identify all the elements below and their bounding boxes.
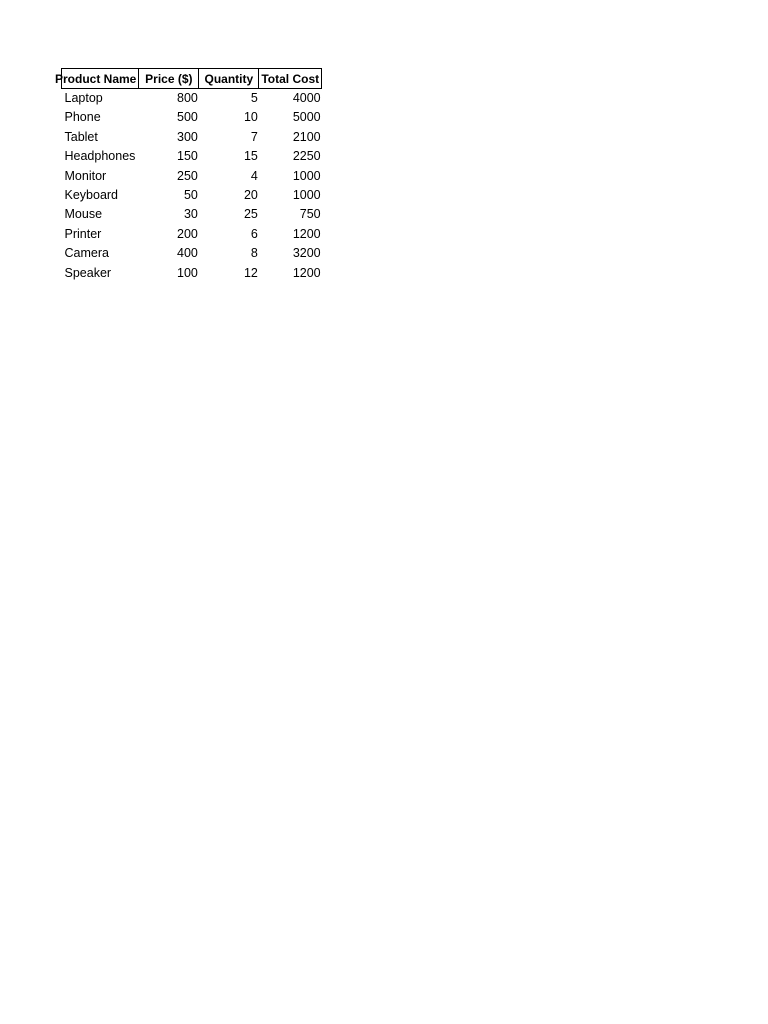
- table-row: [62, 205, 322, 224]
- cell-price[interactable]: 400: [177, 246, 198, 261]
- product-name-text: Laptop: [64, 91, 103, 105]
- cell-quantity[interactable]: 6: [250, 226, 258, 241]
- header-quantity[interactable]: Quantity: [199, 69, 259, 89]
- table-row: [62, 108, 322, 127]
- cell-quantity[interactable]: 15: [243, 149, 258, 164]
- cell-product-name[interactable]: [62, 186, 139, 205]
- cell-product-name[interactable]: [62, 244, 139, 263]
- header-product-name-text: Product Name: [55, 71, 137, 86]
- cell-quantity[interactable]: 8: [250, 246, 258, 261]
- cell-quantity[interactable]: 5: [250, 91, 258, 105]
- table-body: [62, 89, 322, 284]
- cell-price[interactable]: 800: [177, 91, 198, 105]
- product-name-text: Phone: [64, 110, 101, 125]
- table-row: [62, 89, 322, 109]
- cell-total-cost[interactable]: 5000: [292, 110, 321, 125]
- table-row: [62, 244, 322, 263]
- cell-product-name[interactable]: [62, 108, 139, 127]
- cell-total-cost[interactable]: 750: [299, 207, 321, 222]
- cell-price[interactable]: 30: [183, 207, 198, 222]
- header-price[interactable]: Price ($): [139, 69, 199, 89]
- product-name-text: Tablet: [64, 129, 98, 144]
- cell-quantity[interactable]: 4: [250, 168, 258, 183]
- product-name-text: Monitor: [64, 168, 107, 183]
- cell-price[interactable]: 100: [177, 265, 198, 280]
- cell-product-name[interactable]: [62, 147, 139, 166]
- cell-quantity[interactable]: 25: [243, 207, 258, 222]
- cell-price[interactable]: 150: [177, 149, 198, 164]
- spreadsheet-region: [55, 68, 322, 283]
- header-row: [62, 69, 322, 89]
- cell-quantity[interactable]: 10: [243, 110, 258, 125]
- cell-quantity[interactable]: 7: [250, 129, 258, 144]
- product-name-text: Headphones: [64, 149, 136, 164]
- cell-total-cost[interactable]: 3200: [292, 246, 321, 261]
- cell-total-cost[interactable]: 1000: [292, 188, 321, 203]
- cell-quantity[interactable]: 12: [243, 265, 258, 280]
- cell-product-name[interactable]: [62, 264, 139, 283]
- product-name-text: Speaker: [64, 265, 112, 280]
- product-table: [55, 68, 322, 283]
- cell-price[interactable]: 50: [183, 188, 198, 203]
- cell-product-name[interactable]: [62, 205, 139, 224]
- product-name-text: Mouse: [64, 207, 103, 222]
- header-product-name[interactable]: [55, 69, 139, 89]
- product-name-text: Keyboard: [64, 188, 119, 203]
- cell-quantity[interactable]: 20: [243, 188, 258, 203]
- product-name-text: Printer: [64, 226, 102, 241]
- table-row: [62, 225, 322, 244]
- cell-total-cost[interactable]: 1000: [292, 168, 321, 183]
- cell-total-cost[interactable]: 1200: [292, 265, 321, 280]
- cell-total-cost[interactable]: 4000: [292, 91, 321, 105]
- cell-price[interactable]: 500: [177, 110, 198, 125]
- table-row: [62, 167, 322, 186]
- table-row: [62, 128, 322, 147]
- table-row: [62, 147, 322, 166]
- table-row: [62, 186, 322, 205]
- cell-total-cost[interactable]: 2100: [292, 129, 321, 144]
- cell-total-cost[interactable]: 2250: [292, 149, 321, 164]
- cell-price[interactable]: 200: [177, 226, 198, 241]
- cell-price[interactable]: 300: [177, 129, 198, 144]
- cell-product-name[interactable]: [62, 128, 139, 147]
- cell-product-name[interactable]: [62, 225, 139, 244]
- table-row: [62, 264, 322, 283]
- product-name-text: Camera: [64, 246, 109, 261]
- cell-product-name[interactable]: [62, 167, 139, 186]
- cell-product-name[interactable]: [62, 89, 139, 109]
- header-total-cost[interactable]: Total Cost: [259, 69, 322, 89]
- cell-price[interactable]: 250: [177, 168, 198, 183]
- cell-total-cost[interactable]: 1200: [292, 226, 321, 241]
